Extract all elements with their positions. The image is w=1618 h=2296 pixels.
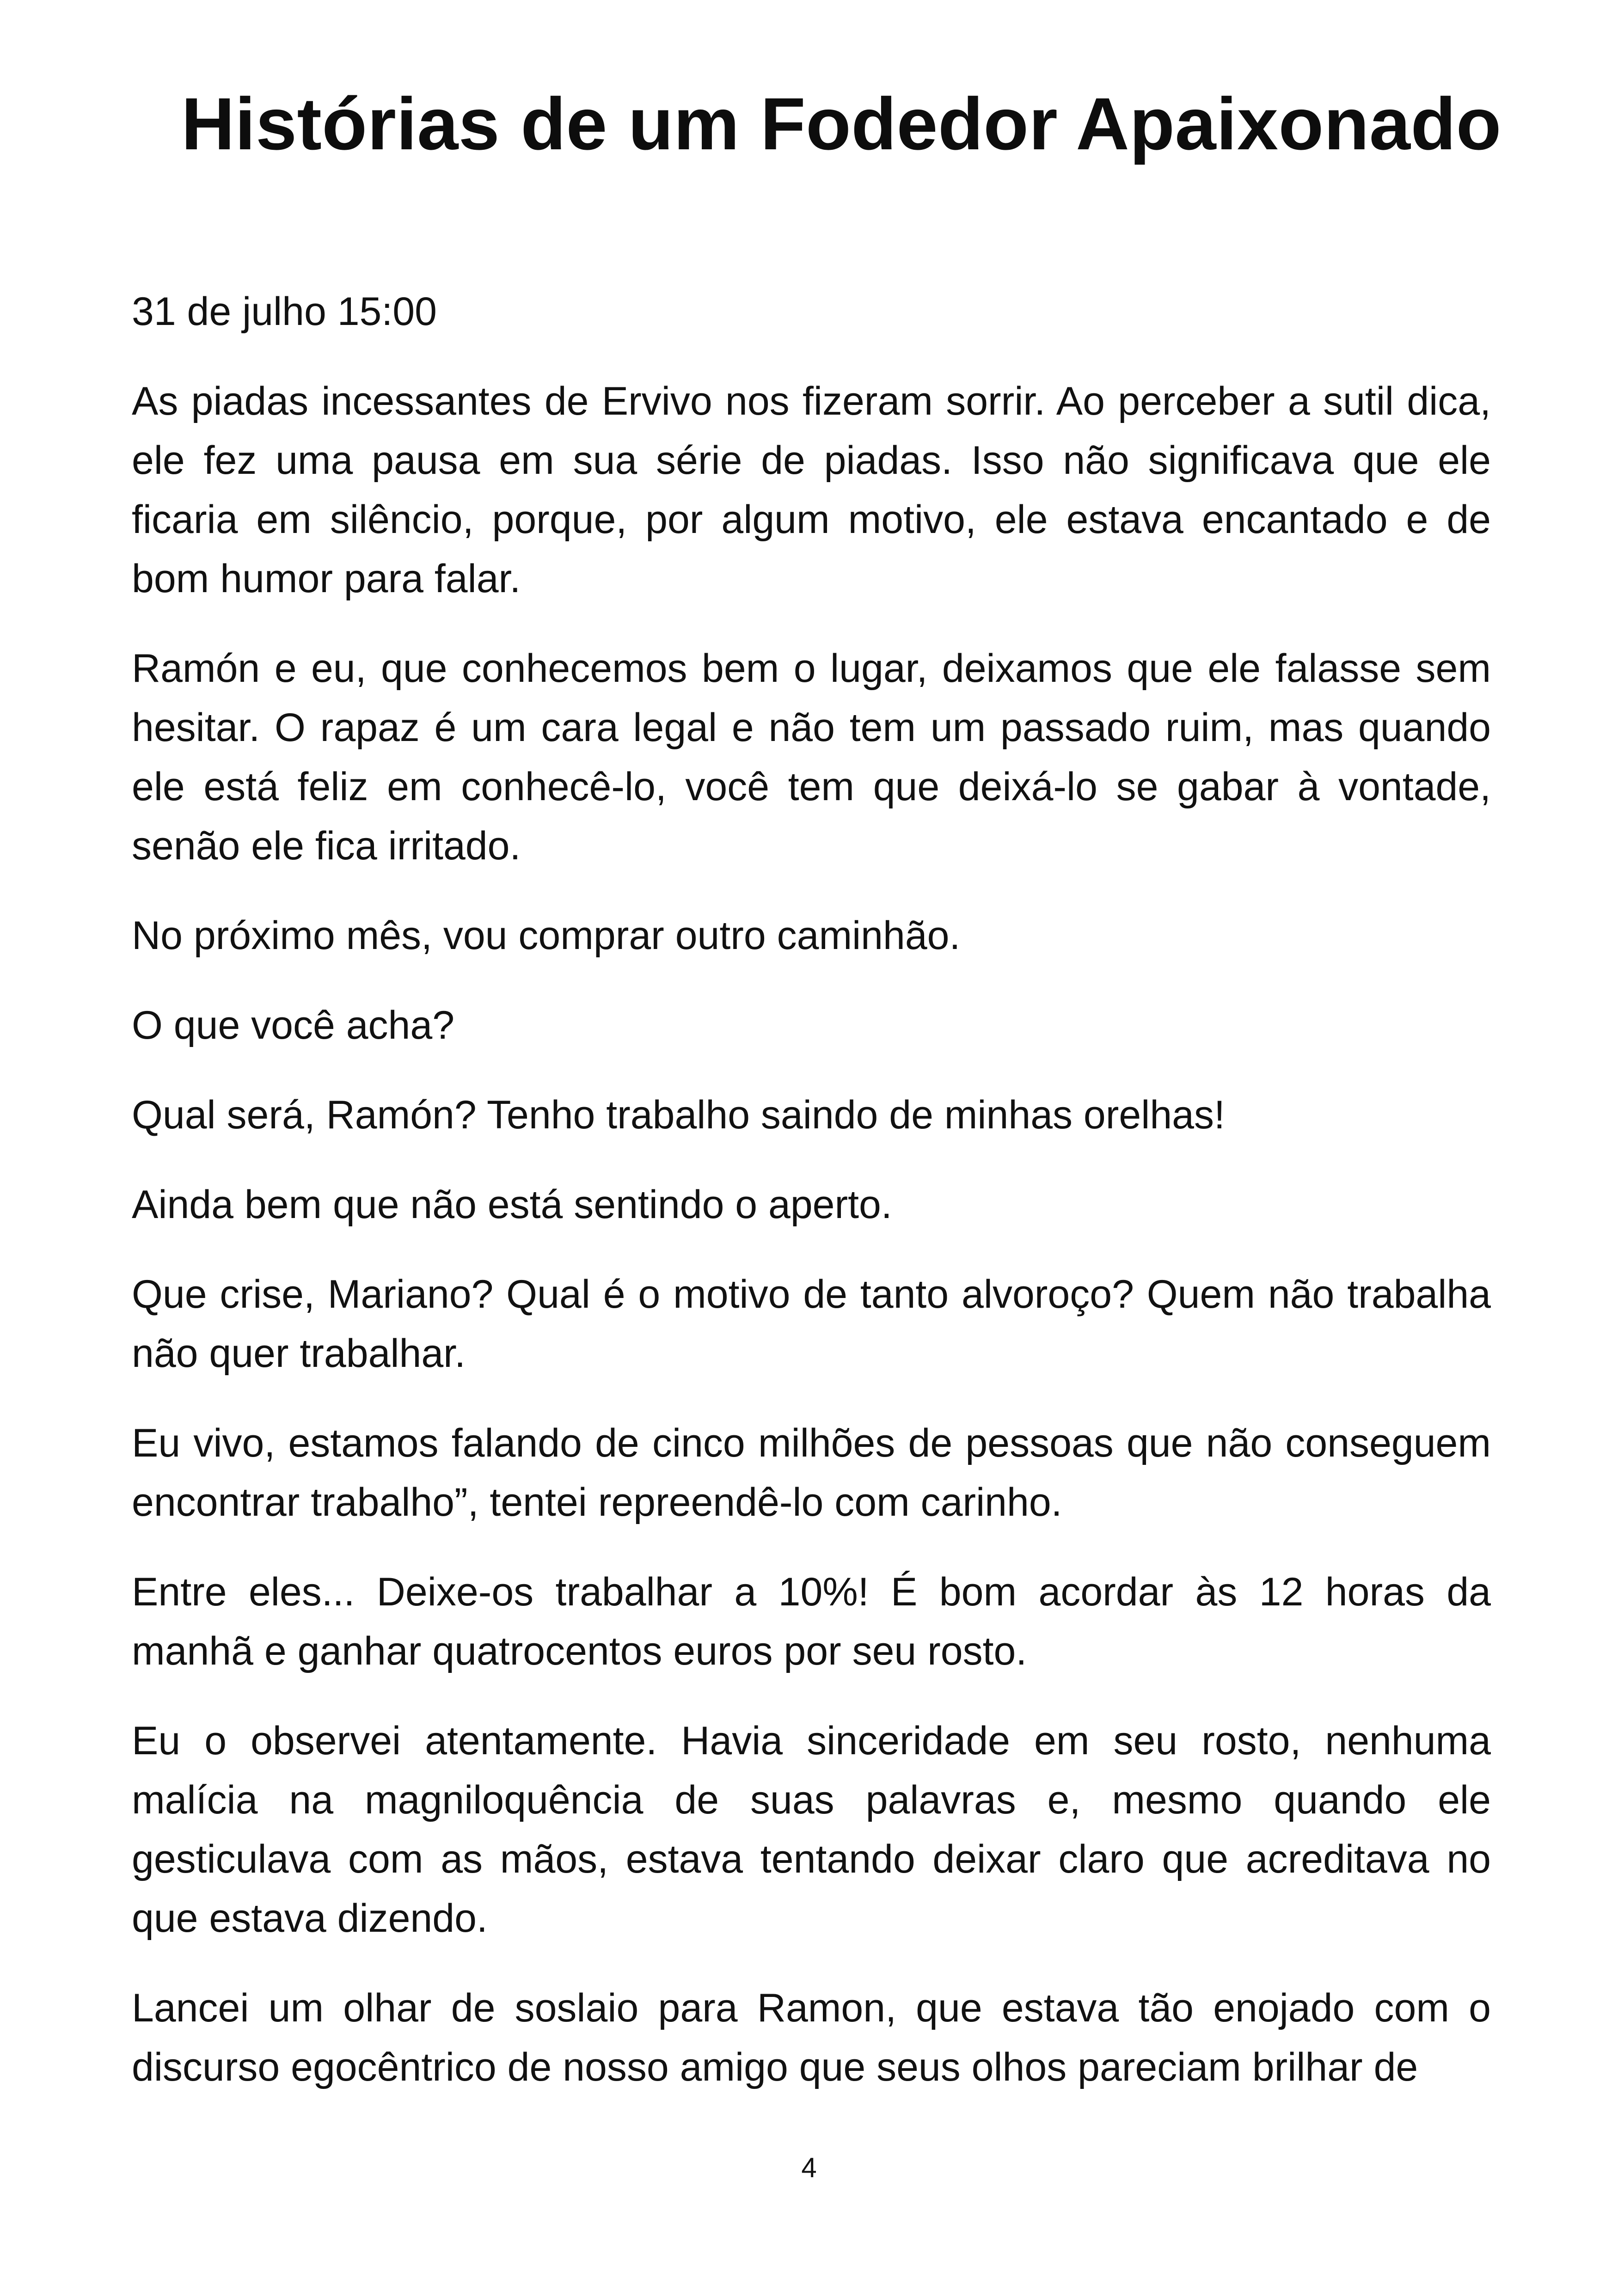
date-line: 31 de julho 15:00 (132, 289, 437, 334)
body-text (132, 282, 1491, 2097)
paragraph: Eu o observei atentamente. Havia sinceridade em seu rosto, nenhuma malícia na magniloquência de suas palavras e, mesmo quando ele gesticulava com as mãos, estava tentando deixar claro que acreditava no que estava dizendo. (132, 1719, 1491, 1941)
page-title: Histórias de um Fodedor Apaixonado (181, 82, 1502, 165)
paragraph: O que você acha? (132, 1003, 455, 1047)
paragraph: Que crise, Mariano? Qual é o motivo de tanto alvoroço? Quem não trabalha não quer trabalhar. (132, 1272, 1491, 1376)
paragraph: Eu vivo, estamos falando de cinco milhões de pessoas que não conseguem encontrar trabalho”, tentei repreendê-lo com carinho. (132, 1421, 1491, 1525)
page-number: 4 (801, 2152, 817, 2183)
paragraph: Ainda bem que não está sentindo o aperto. (132, 1182, 892, 1227)
paragraph: As piadas incessantes de Ervivo nos fizeram sorrir. Ao perceber a sutil dica, ele fez uma pausa em sua série de piadas. Isso não significava que ele ficaria em silêncio, porque, por algum motivo, ele estava encantado e de bom humor para falar. (132, 379, 1491, 601)
paragraph: Lancei um olhar de soslaio para Ramon, que estava tão enojado com o discurso egocêntrico de nosso amigo que seus olhos pareciam brilhar de (132, 1986, 1491, 2089)
paragraph: Entre eles... Deixe-os trabalhar a 10%! É bom acordar às 12 horas da manhã e ganhar quatrocentos euros por seu rosto. (132, 1570, 1491, 1673)
paragraph: Qual será, Ramón? Tenho trabalho saindo de minhas orelhas! (132, 1093, 1225, 1137)
paragraph: Ramón e eu, que conhecemos bem o lugar, deixamos que ele falasse sem hesitar. O rapaz é um cara legal e não tem um passado ruim, mas quando ele está feliz em conhecê-lo, você tem que deixá-lo se gabar à vontade, senão ele fica irritado. (132, 646, 1491, 868)
paragraph: No próximo mês, vou comprar outro caminhão. (132, 913, 961, 958)
